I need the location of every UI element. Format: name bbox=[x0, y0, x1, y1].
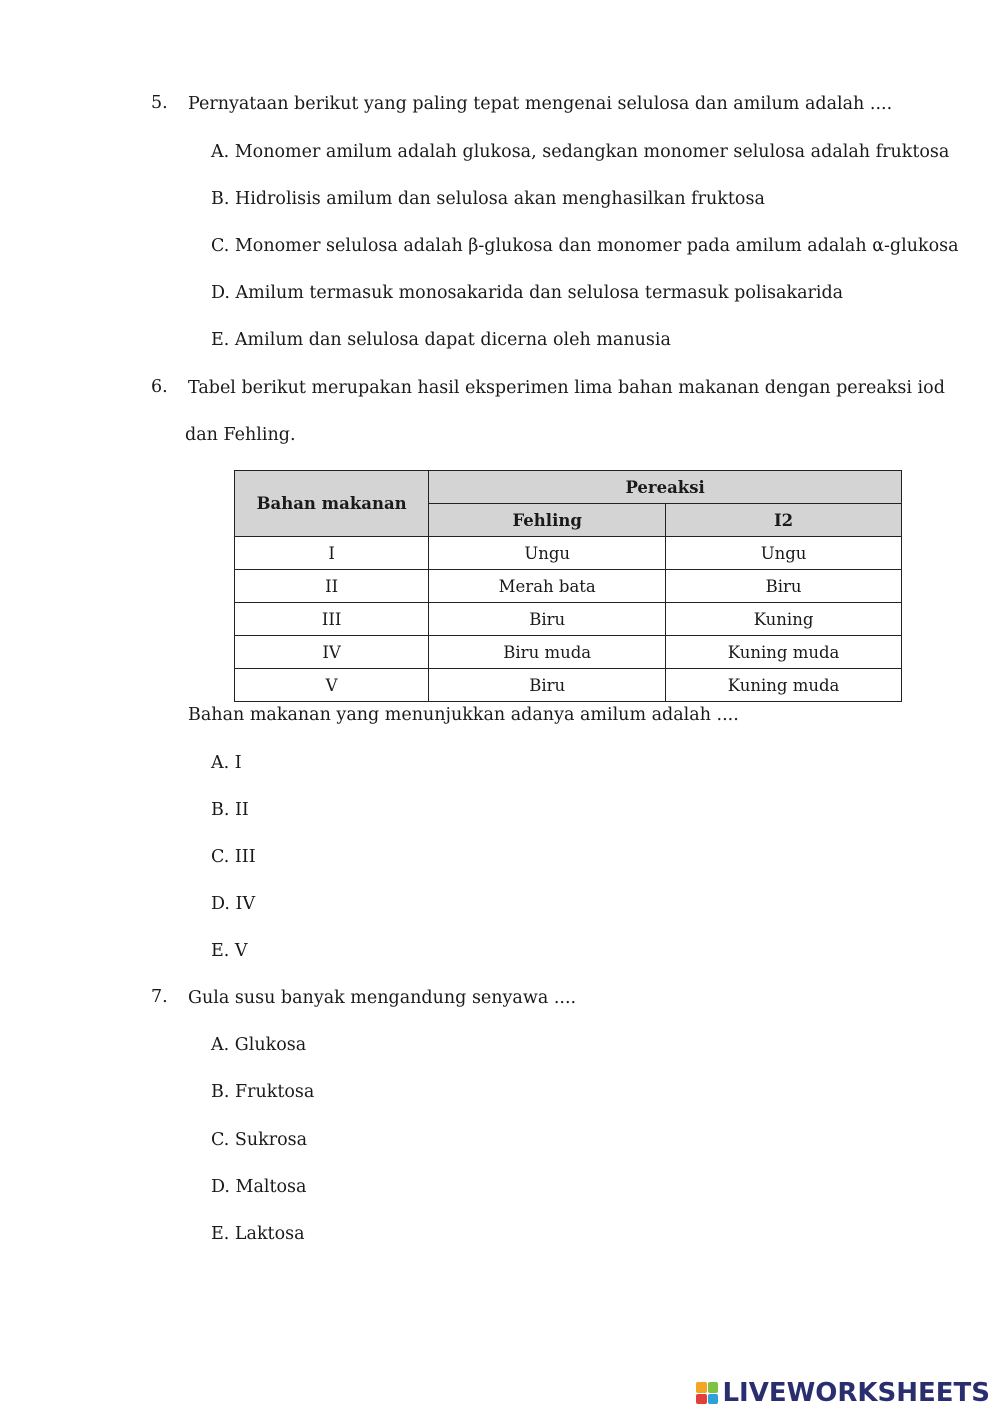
table-row bbox=[235, 603, 902, 636]
question-7-option-d[interactable]: D. Maltosa bbox=[211, 1177, 307, 1197]
table-header-fehling: Fehling bbox=[429, 504, 666, 537]
table-cell-i2: Kuning muda bbox=[666, 636, 902, 669]
question-7-option-c[interactable]: C. Sukrosa bbox=[211, 1130, 308, 1150]
question-7-text: Gula susu banyak mengandung senyawa .... bbox=[188, 988, 577, 1008]
question-5-option-a[interactable]: A. Monomer amilum adalah glukosa, sedangkan monomer selulosa adalah fruktosa bbox=[211, 142, 950, 162]
question-7-number: 7. bbox=[151, 987, 168, 1007]
question-5-number: 5. bbox=[151, 93, 168, 113]
logo-text: LIVEWORKSHEETS bbox=[722, 1378, 990, 1408]
table-cell-i2: Kuning muda bbox=[666, 669, 902, 702]
question-6-option-c[interactable]: C. III bbox=[211, 847, 256, 867]
question-6-option-e[interactable]: E. V bbox=[211, 941, 248, 961]
question-5-option-b[interactable]: B. Hidrolisis amilum dan selulosa akan menghasilkan fruktosa bbox=[211, 189, 765, 209]
table-cell-i2: Ungu bbox=[666, 537, 902, 570]
question-6-option-b[interactable]: B. II bbox=[211, 800, 249, 820]
question-5-option-e[interactable]: E. Amilum dan selulosa dapat dicerna oleh manusia bbox=[211, 330, 671, 350]
table-cell-food: V bbox=[235, 669, 429, 702]
logo-square bbox=[708, 1382, 719, 1393]
table-cell-food: III bbox=[235, 603, 429, 636]
table-row bbox=[235, 570, 902, 603]
table-cell-fehling: Biru bbox=[429, 603, 666, 636]
table-row bbox=[235, 669, 902, 702]
question-5-option-d[interactable]: D. Amilum termasuk monosakarida dan selulosa termasuk polisakarida bbox=[211, 283, 844, 303]
table-header-reagent: Pereaksi bbox=[429, 471, 902, 504]
question-6-option-a[interactable]: A. I bbox=[211, 753, 242, 773]
table-cell-fehling: Ungu bbox=[429, 537, 666, 570]
logo-square bbox=[696, 1382, 707, 1393]
logo-square bbox=[696, 1394, 707, 1405]
table-cell-fehling: Biru muda bbox=[429, 636, 666, 669]
question-6-prompt: Bahan makanan yang menunjukkan adanya amilum adalah .... bbox=[188, 705, 739, 725]
table-cell-i2: Kuning bbox=[666, 603, 902, 636]
table-header-i2: I2 bbox=[666, 504, 902, 537]
question-6-text-line2: dan Fehling. bbox=[185, 425, 296, 445]
question-5-text: Pernyataan berikut yang paling tepat mengenai selulosa dan amilum adalah .... bbox=[188, 94, 893, 114]
question-6-option-d[interactable]: D. IV bbox=[211, 894, 256, 914]
table-cell-i2: Biru bbox=[666, 570, 902, 603]
table-cell-food: IV bbox=[235, 636, 429, 669]
table-row bbox=[235, 636, 902, 669]
liveworksheets-logo[interactable] bbox=[696, 1378, 990, 1408]
table-row bbox=[235, 537, 902, 570]
question-6-number: 6. bbox=[151, 377, 168, 397]
table-cell-food: II bbox=[235, 570, 429, 603]
table-cell-fehling: Biru bbox=[429, 669, 666, 702]
table-cell-fehling: Merah bata bbox=[429, 570, 666, 603]
question-7-option-a[interactable]: A. Glukosa bbox=[211, 1035, 307, 1055]
question-7-option-e[interactable]: E. Laktosa bbox=[211, 1224, 305, 1244]
table-header-food: Bahan makanan bbox=[235, 471, 429, 537]
table-cell-food: I bbox=[235, 537, 429, 570]
question-5-option-c[interactable]: C. Monomer selulosa adalah β-glukosa dan monomer pada amilum adalah α-glukosa bbox=[211, 236, 959, 256]
experiment-results-table bbox=[234, 470, 902, 702]
question-6-text-line1: Tabel berikut merupakan hasil eksperimen lima bahan makanan dengan pereaksi iod bbox=[188, 378, 945, 398]
question-7-option-b[interactable]: B. Fruktosa bbox=[211, 1082, 315, 1102]
liveworksheets-logo-icon bbox=[696, 1382, 718, 1404]
table-header-row bbox=[235, 471, 902, 504]
logo-square bbox=[708, 1394, 719, 1405]
